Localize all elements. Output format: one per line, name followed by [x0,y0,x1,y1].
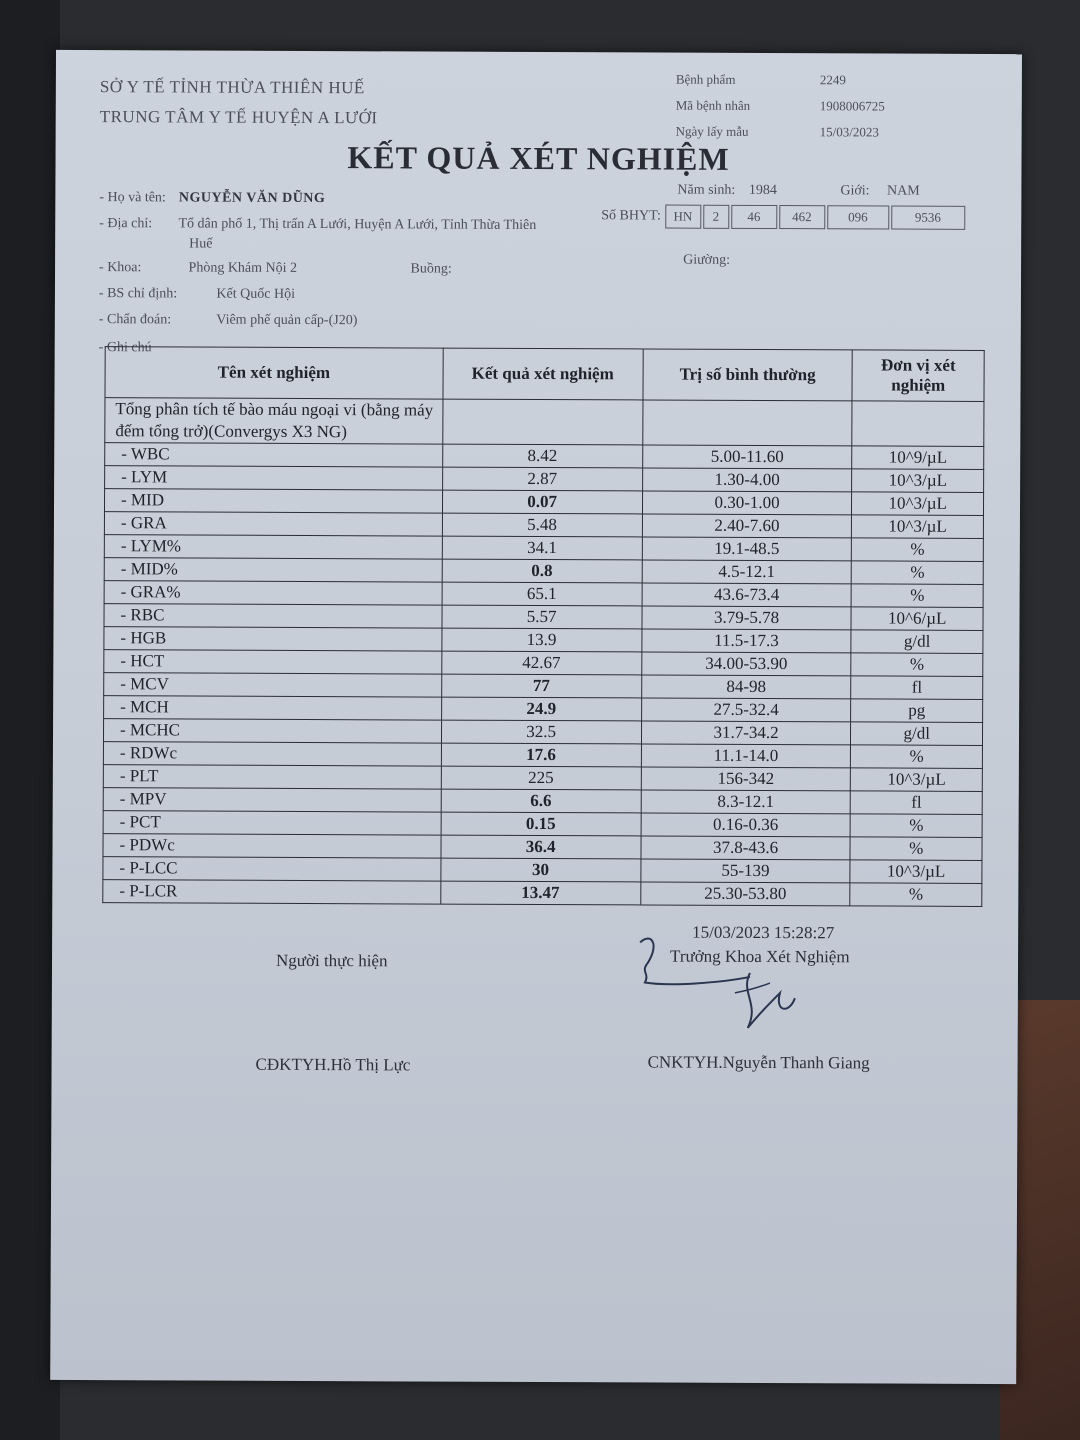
test-result: 5.48 [442,513,642,537]
test-result: 30 [440,858,640,882]
specimen-label: Bệnh phẩm [675,71,736,87]
normal-range: 156-342 [641,767,851,791]
empty-cell [642,400,852,446]
normal-range: 11.5-17.3 [642,629,852,653]
group-label: Tổng phân tích tế bào máu ngoại vi (bằng máy đếm tổng trở)(Convergys X3 NG) [105,398,443,444]
col-header-test: Tên xét nghiệm [105,347,443,399]
test-unit: 10^3/µL [851,768,983,792]
results-table [102,346,984,907]
test-result: 6.6 [441,789,641,813]
patient-name-value: NGUYỄN VĂN DŨNG [178,190,326,207]
normal-range: 11.1-14.0 [641,744,851,768]
normal-range: 3.79-5.78 [642,606,852,630]
bhyt-cell: 9536 [891,206,965,230]
doctor-row [99,286,295,303]
test-unit: 10^3/µL [852,469,984,493]
normal-range: 43.6-73.4 [642,583,852,607]
patient-id-value: 1908006725 [819,98,885,114]
test-result: 24.9 [441,697,641,721]
test-name: - RDWc [103,742,441,766]
normal-range: 19.1-48.5 [642,537,852,561]
diagnosis-label: - Chẩn đoán: [98,312,172,328]
lab-report-paper [50,50,1022,1384]
test-unit: % [851,745,983,769]
test-unit: 10^3/µL [852,515,984,539]
normal-range: 8.3-12.1 [641,790,851,814]
test-result: 0.15 [441,812,641,836]
test-result: 17.6 [441,743,641,767]
test-unit: % [852,538,984,562]
normal-range: 25.30-53.80 [640,882,850,906]
test-result: 13.9 [441,628,641,652]
test-unit: % [851,814,983,838]
test-name: - MID% [104,558,442,582]
test-name: - WBC [105,443,443,467]
test-name: - MID [104,489,442,513]
org-line-2: TRUNG TÂM Y TẾ HUYỆN A LƯỚI [99,107,378,128]
test-unit: g/dl [851,722,983,746]
test-result: 2.87 [442,467,642,491]
doctor-label: - BS chỉ định: [98,286,178,302]
bhyt-cell: 46 [731,205,777,229]
doctor-value: Kết Quốc Hội [216,286,296,302]
col-header-result: Kết quả xét nghiệm [443,348,643,400]
test-name: - GRA [104,512,442,536]
test-unit: pg [851,699,983,723]
test-result: 42.67 [441,651,641,675]
col-header-range: Trị số bình thường [643,349,853,401]
specimen-row [676,67,885,94]
normal-range: 55-139 [641,859,851,883]
test-name: - RBC [104,604,442,628]
col-header-unit: Đơn vị xét nghiệm [852,350,984,402]
sex-label: Giới: [840,183,870,199]
patient-id-row [676,93,885,120]
handwritten-signature [630,932,810,1043]
birth-sex-row [677,183,919,200]
patient-id-label: Mã bệnh nhân [675,97,751,113]
test-result: 77 [441,674,641,698]
birth-label: Năm sinh: [677,182,736,198]
bhyt-cell: 096 [827,205,889,229]
test-name: - GRA% [104,581,442,605]
test-result: 34.1 [442,536,642,560]
room-label: Buồng: [410,261,452,277]
test-unit: 10^3/µL [852,492,984,516]
test-result: 5.57 [442,605,642,629]
result-timestamp: 15/03/2023 15:28:27 [692,922,835,943]
test-name: - P-LCR [103,880,441,904]
birth-value: 1984 [748,182,777,199]
note-label: - Ghi chú [98,340,152,356]
group-row [105,398,984,447]
test-result: 8.42 [442,444,642,468]
test-name: - LYM [105,466,443,490]
diagnosis-value: Viêm phế quản cấp-(J20) [216,312,358,329]
address-row-2 [189,236,212,252]
test-unit: 10^6/µL [851,607,983,631]
test-result: 13.47 [440,881,640,905]
test-name: - PCT [103,811,441,835]
bhyt-cell: 462 [779,205,825,229]
address-value-2: Huế [189,236,213,252]
test-result: 65.1 [442,582,642,606]
department-row [99,260,452,278]
normal-range: 0.30-1.00 [642,491,852,515]
patient-name-label: - Họ và tên: [99,190,166,206]
diagnosis-row [99,312,358,329]
empty-cell [852,401,984,447]
report-title: KẾT QUẢ XÉT NGHIỆM [347,139,730,177]
test-unit: 10^9/µL [852,446,984,470]
table-header-row [105,347,984,402]
specimen-info [676,67,885,146]
test-unit: % [850,883,982,907]
test-name: - HCT [104,650,442,674]
normal-range: 31.7-34.2 [641,721,851,745]
lab-head-label: Trưởng Khoa Xét Nghiệm [670,946,850,967]
normal-range: 27.5-32.4 [641,698,851,722]
normal-range: 37.8-43.6 [641,836,851,860]
normal-range: 5.00-11.60 [642,445,852,469]
normal-range: 4.5-12.1 [642,560,852,584]
performer-name: CĐKTYH.Hồ Thị Lực [255,1054,411,1075]
bed-label: Giường: [683,252,731,268]
test-name: - MPV [103,788,441,812]
bhyt-cell: 2 [703,205,729,229]
test-name: - MCV [104,673,442,697]
department-value: Phòng Khám Nội 2 [188,260,298,276]
test-result: 225 [441,766,641,790]
normal-range: 84-98 [641,675,851,699]
test-unit: fl [851,676,983,700]
test-name: - MCHC [103,719,441,743]
test-unit: % [852,561,984,585]
test-name: - P-LCC [103,857,441,881]
address-row [99,216,536,234]
org-header [100,72,378,133]
specimen-value: 2249 [819,72,846,88]
bhyt-label: Số BHYT: [601,208,661,224]
table-row [103,880,982,907]
insurance-number [601,204,967,230]
patient-name-row [99,190,325,207]
test-name: - MCH [104,696,442,720]
test-unit: % [851,653,983,677]
bhyt-cells [665,205,967,230]
sample-date-value: 15/03/2023 [819,124,879,140]
sample-date-label: Ngày lấy mẫu [675,123,749,139]
org-line-1: SỞ Y TẾ TỈNH THỪA THIÊN HUẾ [99,77,365,98]
test-name: - PLT [103,765,441,789]
normal-range: 1.30-4.00 [642,468,852,492]
empty-cell [442,399,642,445]
address-label: - Địa chỉ: [99,216,153,232]
lab-head-name: CNKTYH.Nguyễn Thanh Giang [647,1052,870,1073]
test-result: 36.4 [441,835,641,859]
test-name: - HGB [104,627,442,651]
normal-range: 2.40-7.60 [642,514,852,538]
test-unit: % [850,837,982,861]
test-result: 32.5 [441,720,641,744]
bed-row [683,253,730,269]
address-value-1: Tổ dân phố 1, Thị trấn A Lưới, Huyện A Lưới, Tỉnh Thừa Thiên [178,216,537,233]
test-unit: g/dl [851,630,983,654]
test-unit: 10^3/µL [850,860,982,884]
test-name: - LYM% [104,535,442,559]
test-name: - PDWc [103,834,441,858]
test-unit: % [852,584,984,608]
test-result: 0.8 [442,559,642,583]
department-label: - Khoa: [99,260,142,276]
normal-range: 0.16-0.36 [641,813,851,837]
bhyt-cell: HN [665,205,701,229]
test-result: 0.07 [442,490,642,514]
performer-label: Người thực hiện [275,950,388,971]
normal-range: 34.00-53.90 [641,652,851,676]
test-unit: fl [851,791,983,815]
sex-value: NAM [887,183,920,199]
